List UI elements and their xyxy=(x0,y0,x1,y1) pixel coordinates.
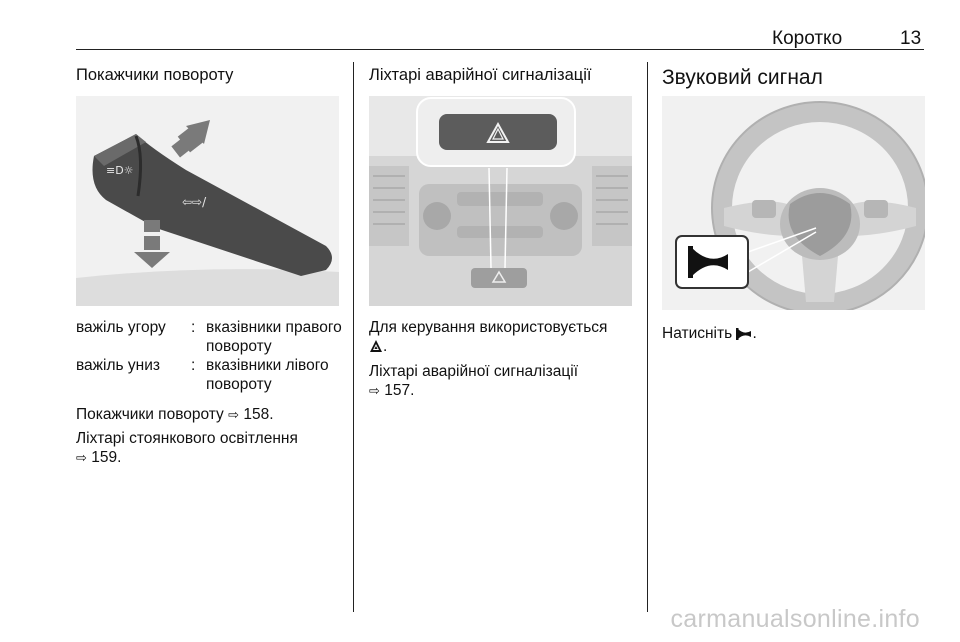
paragraph-text: Ліхтарі аварійної сигналізації xyxy=(369,363,579,380)
definition-term: важіль угору xyxy=(76,319,166,336)
svg-text:⇦⇨/: ⇦⇨/ xyxy=(182,195,207,209)
paragraph-suffix: . xyxy=(752,325,757,342)
page-ref-arrow-icon: ⇨ xyxy=(76,451,87,466)
horn-icon xyxy=(736,328,752,340)
definition-desc: вказівники правого повороту xyxy=(206,319,342,355)
definition-row-up xyxy=(76,318,346,356)
watermark: carmanualsonline.info xyxy=(670,605,920,633)
header-rule xyxy=(76,49,924,50)
page-number: 13 xyxy=(900,28,922,49)
hazard-triangle-icon xyxy=(369,339,383,353)
definition-term: важіль униз xyxy=(76,357,160,374)
page-ref-arrow-icon: ⇨ xyxy=(228,408,240,423)
paragraph-parking-light-ref xyxy=(76,429,341,468)
turn-signal-lever-figure xyxy=(76,96,339,306)
hazard-button-figure xyxy=(369,96,632,306)
horn-figure xyxy=(662,96,925,310)
column-divider-1 xyxy=(353,62,354,612)
definition-colon: : xyxy=(191,319,196,336)
section-heading-turn-signals: Покажчики повороту xyxy=(76,66,234,84)
page-ref-number: 158. xyxy=(243,406,274,423)
column-divider-2 xyxy=(647,62,648,612)
page-ref-number: 157. xyxy=(384,382,415,399)
definition-desc: вказівники лівого повороту xyxy=(206,357,329,393)
paragraph-text: Покажчики повороту xyxy=(76,406,224,423)
paragraph-hazard-ref xyxy=(369,362,639,401)
section-heading-hazard: Ліхтарі аварійної сигналізації xyxy=(369,66,592,84)
paragraph-text: Натисніть xyxy=(662,325,733,342)
definition-row-down xyxy=(76,356,346,394)
paragraph-suffix: . xyxy=(383,338,388,355)
running-title: Коротко xyxy=(772,28,843,49)
definition-colon: : xyxy=(191,357,196,374)
paragraph-text: Для керування використовується xyxy=(369,319,608,336)
paragraph-turn-signal-ref xyxy=(76,405,274,425)
page-ref-arrow-icon: ⇨ xyxy=(369,384,380,399)
paragraph-horn xyxy=(662,324,757,343)
section-heading-horn: Звуковий сигнал xyxy=(662,66,823,89)
paragraph-text: Ліхтарі стоянкового освітлення xyxy=(76,430,298,447)
svg-text:≡D☼: ≡D☼ xyxy=(106,164,134,177)
paragraph-hazard-usage xyxy=(369,318,639,356)
page-ref-number: 159. xyxy=(91,449,122,466)
